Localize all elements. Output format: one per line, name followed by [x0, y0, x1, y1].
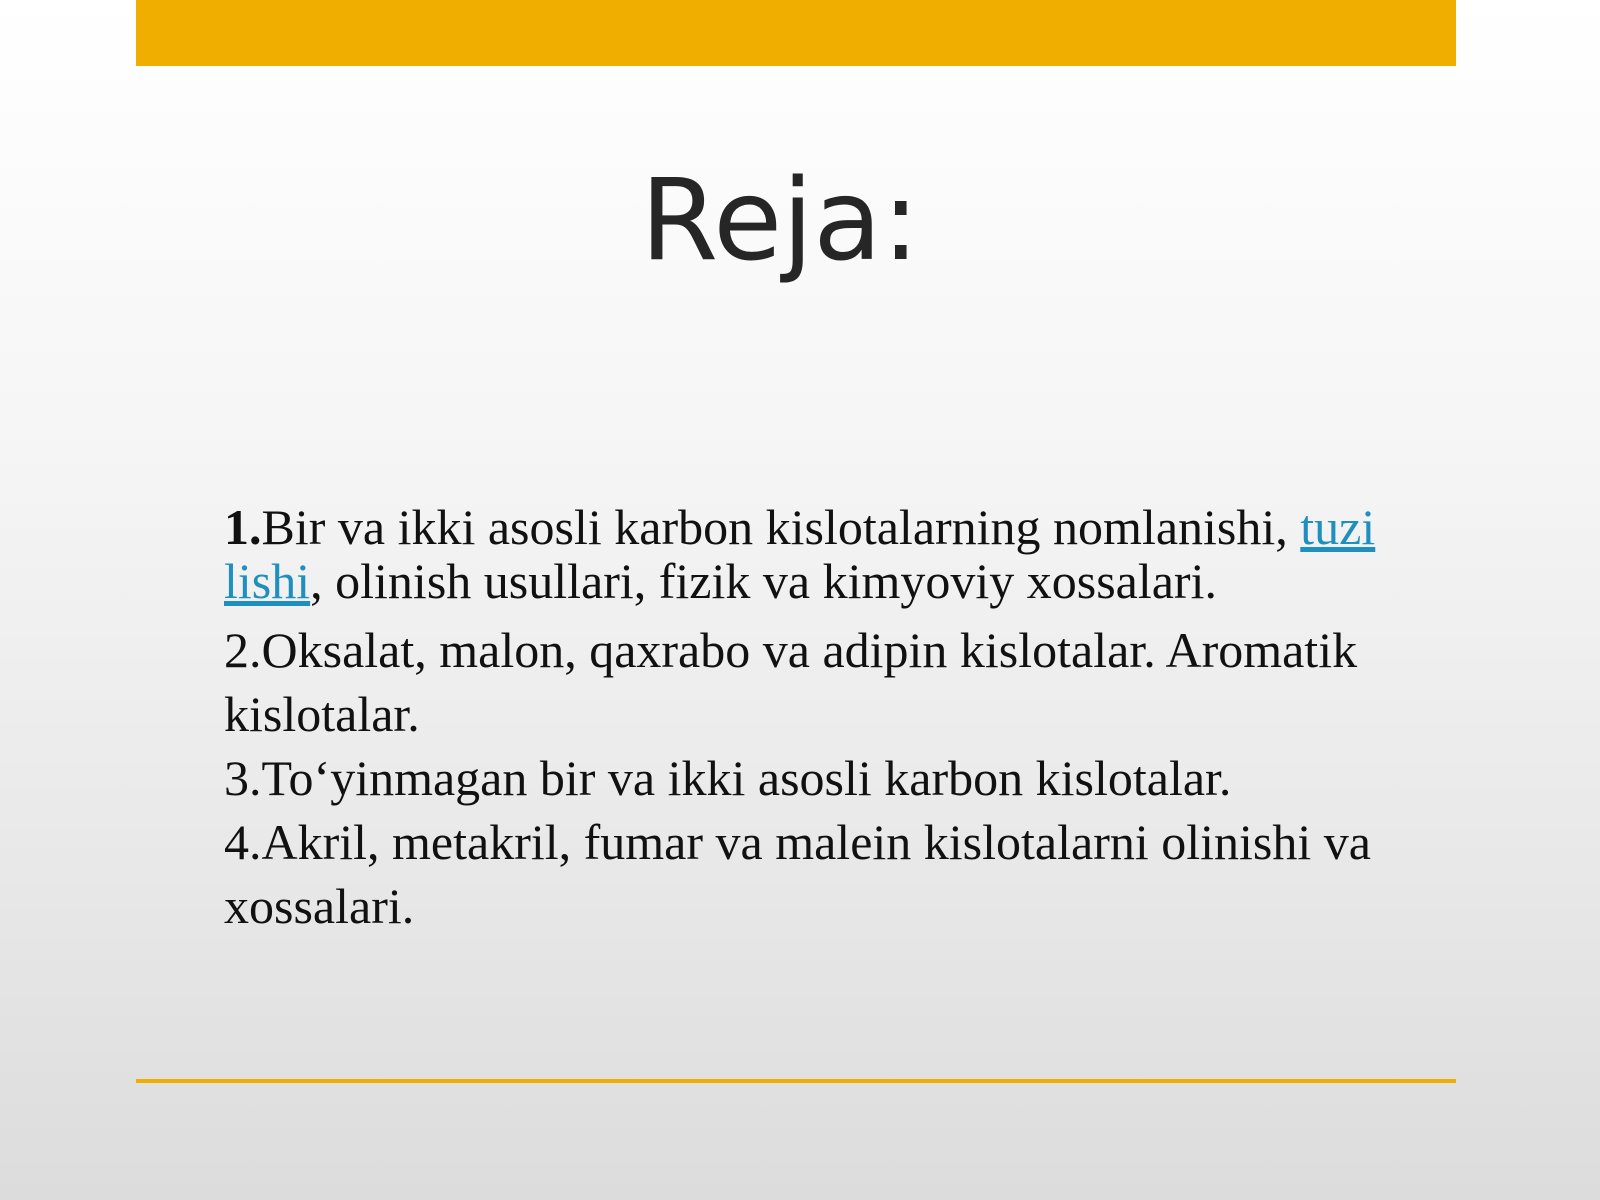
bottom-accent-line	[136, 1079, 1456, 1083]
plan-item-2: 2.Oksalat, malon, qaxrabo va adipin kislotalar. Aromatik kislotalar.	[224, 622, 1358, 742]
plan-item-1-text-end: , olinish usullari, fizik va kimyoviy xossalari.	[310, 553, 1217, 609]
slide-title: Reja:	[640, 156, 920, 286]
plan-item-1-text: Bir va ikki asosli karbon kislotalarning nomlanishi,	[261, 499, 1301, 555]
plan-list	[224, 500, 1464, 938]
plan-item-1	[224, 500, 1464, 608]
top-accent-bar	[136, 0, 1456, 66]
plan-item-4: 4.Akril, metakril, fumar va malein kislotalarni olinishi va xossalari.	[224, 814, 1371, 934]
plan-item-3: 3.To‘yinmagan bir va ikki asosli karbon kislotalar.	[224, 750, 1232, 806]
plan-item-1-link[interactable]: tuzi lishi	[224, 499, 1376, 609]
plan-item-1-number: 1.	[224, 499, 262, 555]
